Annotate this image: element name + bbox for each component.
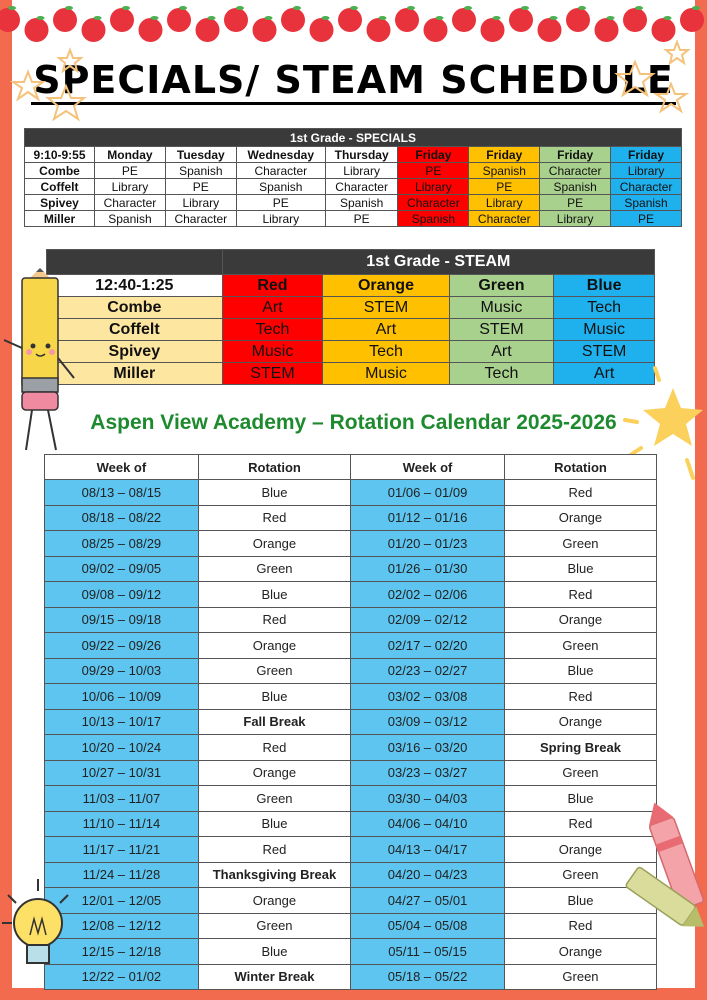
steam-cell: STEM	[222, 363, 323, 385]
steam-cell: Music	[449, 297, 554, 319]
specials-cell: PE	[611, 211, 682, 227]
table-row	[25, 195, 682, 211]
specials-cell: Character	[165, 211, 236, 227]
specials-cell: Library	[325, 163, 398, 179]
lightbulb-icon	[0, 875, 80, 990]
teacher-name: Miller	[47, 363, 223, 385]
apple-icon	[538, 18, 562, 42]
specials-cell: PE	[236, 195, 325, 211]
calendar-header: Rotation	[504, 455, 656, 480]
specials-day-header: Friday	[469, 147, 540, 163]
apple-leaf-icon	[493, 16, 501, 20]
apple-icon	[367, 18, 391, 42]
steam-cell: STEM	[554, 341, 655, 363]
week-of-cell: 08/13 – 08/15	[45, 480, 199, 506]
rotation-calendar-table	[44, 454, 657, 990]
week-of-cell: 10/27 – 10/31	[45, 760, 199, 786]
table-row	[45, 888, 657, 914]
steam-column-header: Orange	[323, 275, 449, 297]
week-of-cell: 03/09 – 03/12	[351, 709, 505, 735]
calendar-header: Rotation	[198, 455, 350, 480]
table-row	[45, 913, 657, 939]
week-of-cell: 12/22 – 01/02	[45, 964, 199, 990]
apple-leaf-icon	[122, 6, 130, 10]
rotation-cell: Red	[198, 735, 350, 761]
week-of-cell: 05/18 – 05/22	[351, 964, 505, 990]
table-row	[45, 811, 657, 837]
specials-cell: Character	[95, 195, 166, 211]
specials-cell: Character	[611, 179, 682, 195]
apple-leaf-icon	[236, 6, 244, 10]
steam-column-header: Red	[222, 275, 323, 297]
week-of-cell: 02/09 – 02/12	[351, 607, 505, 633]
rotation-cell: Green	[504, 760, 656, 786]
week-of-cell: 10/20 – 10/24	[45, 735, 199, 761]
steam-cell: Art	[222, 297, 323, 319]
apple-leaf-icon	[379, 16, 387, 20]
specials-cell: PE	[398, 163, 469, 179]
rotation-cell: Spring Break	[504, 735, 656, 761]
apple-icon	[566, 8, 590, 32]
table-row	[25, 163, 682, 179]
steam-time: 12:40-1:25	[47, 275, 223, 297]
apple-icon	[281, 8, 305, 32]
apple-icon	[452, 8, 476, 32]
steam-column-header: Blue	[554, 275, 655, 297]
specials-cell: Spanish	[325, 195, 398, 211]
apple-leaf-icon	[578, 6, 586, 10]
apple-icon	[110, 8, 134, 32]
table-row	[45, 964, 657, 990]
table-row	[45, 582, 657, 608]
week-of-cell: 04/27 – 05/01	[351, 888, 505, 914]
rotation-cell: Blue	[504, 658, 656, 684]
apple-leaf-icon	[208, 16, 216, 20]
specials-cell: Spanish	[165, 163, 236, 179]
rotation-cell: Fall Break	[198, 709, 350, 735]
rotation-cell: Red	[504, 811, 656, 837]
apple-leaf-icon	[322, 16, 330, 20]
week-of-cell: 01/12 – 01/16	[351, 505, 505, 531]
table-row	[45, 633, 657, 659]
week-of-cell: 09/29 – 10/03	[45, 658, 199, 684]
rotation-cell: Blue	[504, 786, 656, 812]
rotation-cell: Green	[198, 786, 350, 812]
table-row	[45, 760, 657, 786]
steam-cell: Tech	[449, 363, 554, 385]
week-of-cell: 12/01 – 12/05	[45, 888, 199, 914]
week-of-cell: 11/17 – 11/21	[45, 837, 199, 863]
rotation-cell: Orange	[198, 888, 350, 914]
apple-leaf-icon	[94, 16, 102, 20]
rotation-cell: Thanksgiving Break	[198, 862, 350, 888]
apple-leaf-icon	[350, 6, 358, 10]
table-row	[45, 862, 657, 888]
rotation-cell: Blue	[504, 888, 656, 914]
apple-leaf-icon	[265, 16, 273, 20]
week-of-cell: 04/13 – 04/17	[351, 837, 505, 863]
table-row	[45, 658, 657, 684]
rotation-cell: Green	[504, 633, 656, 659]
steam-cell: Tech	[222, 319, 323, 341]
rotation-cell: Green	[198, 658, 350, 684]
week-of-cell: 05/11 – 05/15	[351, 939, 505, 965]
apple-leaf-icon	[37, 16, 45, 20]
table-row	[45, 786, 657, 812]
table-row	[45, 607, 657, 633]
table-row	[45, 556, 657, 582]
steam-cell: Art	[323, 319, 449, 341]
teacher-name: Coffelt	[47, 319, 223, 341]
steam-cell: Art	[554, 363, 655, 385]
table-row	[25, 179, 682, 195]
steam-cell: Music	[222, 341, 323, 363]
week-of-cell: 12/15 – 12/18	[45, 939, 199, 965]
specials-time: 9:10-9:55	[25, 147, 95, 163]
week-of-cell: 11/24 – 11/28	[45, 862, 199, 888]
table-row	[45, 505, 657, 531]
apple-leaf-icon	[664, 16, 672, 20]
rotation-cell: Orange	[504, 607, 656, 633]
apple-leaf-icon	[550, 16, 558, 20]
rotation-cell: Red	[198, 505, 350, 531]
apple-icon	[53, 8, 77, 32]
steam-table	[46, 249, 655, 385]
steam-cell: Tech	[554, 297, 655, 319]
rotation-cell: Blue	[198, 480, 350, 506]
week-of-cell: 12/08 – 12/12	[45, 913, 199, 939]
rotation-cell: Red	[198, 607, 350, 633]
specials-cell: Library	[540, 211, 611, 227]
rotation-cell: Orange	[504, 505, 656, 531]
rotation-cell: Blue	[198, 684, 350, 710]
week-of-cell: 09/15 – 09/18	[45, 607, 199, 633]
week-of-cell: 10/06 – 10/09	[45, 684, 199, 710]
table-row	[45, 939, 657, 965]
crayons-icon	[612, 800, 707, 940]
table-row	[45, 684, 657, 710]
rotation-cell: Red	[504, 684, 656, 710]
specials-cell: Library	[165, 195, 236, 211]
specials-cell: Spanish	[398, 211, 469, 227]
rotation-cell: Orange	[198, 531, 350, 557]
calendar-header: Week of	[351, 455, 505, 480]
table-row	[47, 341, 655, 363]
apple-border-decoration	[0, 0, 707, 50]
week-of-cell: 04/20 – 04/23	[351, 862, 505, 888]
specials-table	[24, 128, 682, 227]
rotation-cell: Orange	[504, 939, 656, 965]
rotation-cell: Green	[198, 556, 350, 582]
rotation-cell: Red	[504, 913, 656, 939]
apple-leaf-icon	[436, 16, 444, 20]
apple-leaf-icon	[179, 6, 187, 10]
apple-icon	[623, 8, 647, 32]
table-row	[45, 531, 657, 557]
week-of-cell: 08/25 – 08/29	[45, 531, 199, 557]
apple-leaf-icon	[692, 6, 700, 10]
rotation-cell: Red	[504, 480, 656, 506]
specials-day-header: Friday	[540, 147, 611, 163]
apple-icon	[139, 18, 163, 42]
rotation-cell: Green	[198, 913, 350, 939]
specials-cell: PE	[95, 163, 166, 179]
rotation-cell: Blue	[198, 939, 350, 965]
page-title: SPECIALS/ STEAM SCHEDULE	[0, 58, 707, 102]
week-of-cell: 02/23 – 02/27	[351, 658, 505, 684]
specials-cell: Character	[398, 195, 469, 211]
rotation-cell: Blue	[504, 556, 656, 582]
apple-leaf-icon	[65, 6, 73, 10]
specials-title: 1st Grade - SPECIALS	[25, 129, 682, 147]
calendar-header: Week of	[45, 455, 199, 480]
table-row	[47, 319, 655, 341]
specials-day-header: Wednesday	[236, 147, 325, 163]
week-of-cell: 09/08 – 09/12	[45, 582, 199, 608]
apple-icon	[25, 18, 49, 42]
teacher-name: Coffelt	[25, 179, 95, 195]
specials-cell: Character	[325, 179, 398, 195]
star-cluster-left-icon	[8, 46, 98, 126]
rotation-cell: Orange	[198, 760, 350, 786]
apple-icon	[338, 8, 362, 32]
week-of-cell: 09/02 – 09/05	[45, 556, 199, 582]
specials-cell: Character	[469, 211, 540, 227]
apple-leaf-icon	[293, 6, 301, 10]
rotation-cell: Red	[198, 837, 350, 863]
specials-cell: Library	[611, 163, 682, 179]
apple-leaf-icon	[635, 6, 643, 10]
specials-day-header: Tuesday	[165, 147, 236, 163]
specials-cell: Library	[469, 195, 540, 211]
week-of-cell: 03/30 – 04/03	[351, 786, 505, 812]
table-row	[25, 211, 682, 227]
apple-leaf-icon	[407, 6, 415, 10]
week-of-cell: 05/04 – 05/08	[351, 913, 505, 939]
rotation-cell: Orange	[198, 633, 350, 659]
week-of-cell: 10/13 – 10/17	[45, 709, 199, 735]
specials-cell: Spanish	[469, 163, 540, 179]
steam-cell: Music	[323, 363, 449, 385]
teacher-name: Combe	[47, 297, 223, 319]
rotation-cell: Orange	[504, 837, 656, 863]
week-of-cell: 08/18 – 08/22	[45, 505, 199, 531]
rotation-cell: Green	[504, 531, 656, 557]
specials-cell: Spanish	[611, 195, 682, 211]
apple-leaf-icon	[607, 16, 615, 20]
specials-cell: Library	[398, 179, 469, 195]
apple-icon	[0, 8, 20, 32]
teacher-name: Combe	[25, 163, 95, 179]
week-of-cell: 01/26 – 01/30	[351, 556, 505, 582]
specials-day-header: Friday	[398, 147, 469, 163]
rotation-cell: Green	[504, 862, 656, 888]
rotation-cell: Winter Break	[198, 964, 350, 990]
steam-title: 1st Grade - STEAM	[222, 250, 654, 275]
specials-cell: PE	[469, 179, 540, 195]
specials-cell: Spanish	[236, 179, 325, 195]
apple-leaf-icon	[521, 6, 529, 10]
table-row	[45, 837, 657, 863]
apple-icon	[424, 18, 448, 42]
apple-icon	[595, 18, 619, 42]
week-of-cell: 02/17 – 02/20	[351, 633, 505, 659]
apple-icon	[196, 18, 220, 42]
specials-day-header: Monday	[95, 147, 166, 163]
apple-leaf-icon	[8, 6, 16, 10]
steam-column-header: Green	[449, 275, 554, 297]
apple-icon	[481, 18, 505, 42]
table-row	[47, 363, 655, 385]
week-of-cell: 09/22 – 09/26	[45, 633, 199, 659]
teacher-name: Miller	[25, 211, 95, 227]
specials-day-header: Friday	[611, 147, 682, 163]
apple-icon	[82, 18, 106, 42]
rotation-cell: Red	[504, 582, 656, 608]
specials-cell: PE	[540, 195, 611, 211]
apple-icon	[652, 18, 676, 42]
apple-icon	[224, 8, 248, 32]
rotation-cell: Blue	[198, 811, 350, 837]
week-of-cell: 02/02 – 02/06	[351, 582, 505, 608]
apple-leaf-icon	[464, 6, 472, 10]
steam-cell: Tech	[323, 341, 449, 363]
table-row	[47, 297, 655, 319]
apple-icon	[680, 8, 704, 32]
table-row	[45, 709, 657, 735]
apple-leaf-icon	[151, 16, 159, 20]
teacher-name: Spivey	[25, 195, 95, 211]
specials-cell: Spanish	[540, 179, 611, 195]
specials-cell: PE	[325, 211, 398, 227]
rotation-cell: Blue	[198, 582, 350, 608]
table-row	[45, 735, 657, 761]
calendar-title: Aspen View Academy – Rotation Calendar 2025-2026	[90, 411, 617, 434]
week-of-cell: 11/03 – 11/07	[45, 786, 199, 812]
specials-cell: Character	[236, 163, 325, 179]
week-of-cell: 01/20 – 01/23	[351, 531, 505, 557]
teacher-name: Spivey	[47, 341, 223, 363]
rotation-cell: Orange	[504, 709, 656, 735]
specials-day-header: Thursday	[325, 147, 398, 163]
specials-cell: PE	[165, 179, 236, 195]
week-of-cell: 04/06 – 04/10	[351, 811, 505, 837]
rotation-cell: Green	[504, 964, 656, 990]
week-of-cell: 03/02 – 03/08	[351, 684, 505, 710]
apple-icon	[509, 8, 533, 32]
apple-icon	[395, 8, 419, 32]
steam-cell: STEM	[449, 319, 554, 341]
week-of-cell: 11/10 – 11/14	[45, 811, 199, 837]
week-of-cell: 03/23 – 03/27	[351, 760, 505, 786]
steam-cell: STEM	[323, 297, 449, 319]
apple-icon	[310, 18, 334, 42]
week-of-cell: 03/16 – 03/20	[351, 735, 505, 761]
steam-cell: Music	[554, 319, 655, 341]
apple-icon	[253, 18, 277, 42]
table-row	[45, 480, 657, 506]
week-of-cell: 01/06 – 01/09	[351, 480, 505, 506]
specials-cell: Library	[95, 179, 166, 195]
steam-cell: Art	[449, 341, 554, 363]
apple-icon	[167, 8, 191, 32]
specials-cell: Character	[540, 163, 611, 179]
specials-cell: Library	[236, 211, 325, 227]
specials-cell: Spanish	[95, 211, 166, 227]
star-cluster-right-icon	[605, 40, 700, 120]
